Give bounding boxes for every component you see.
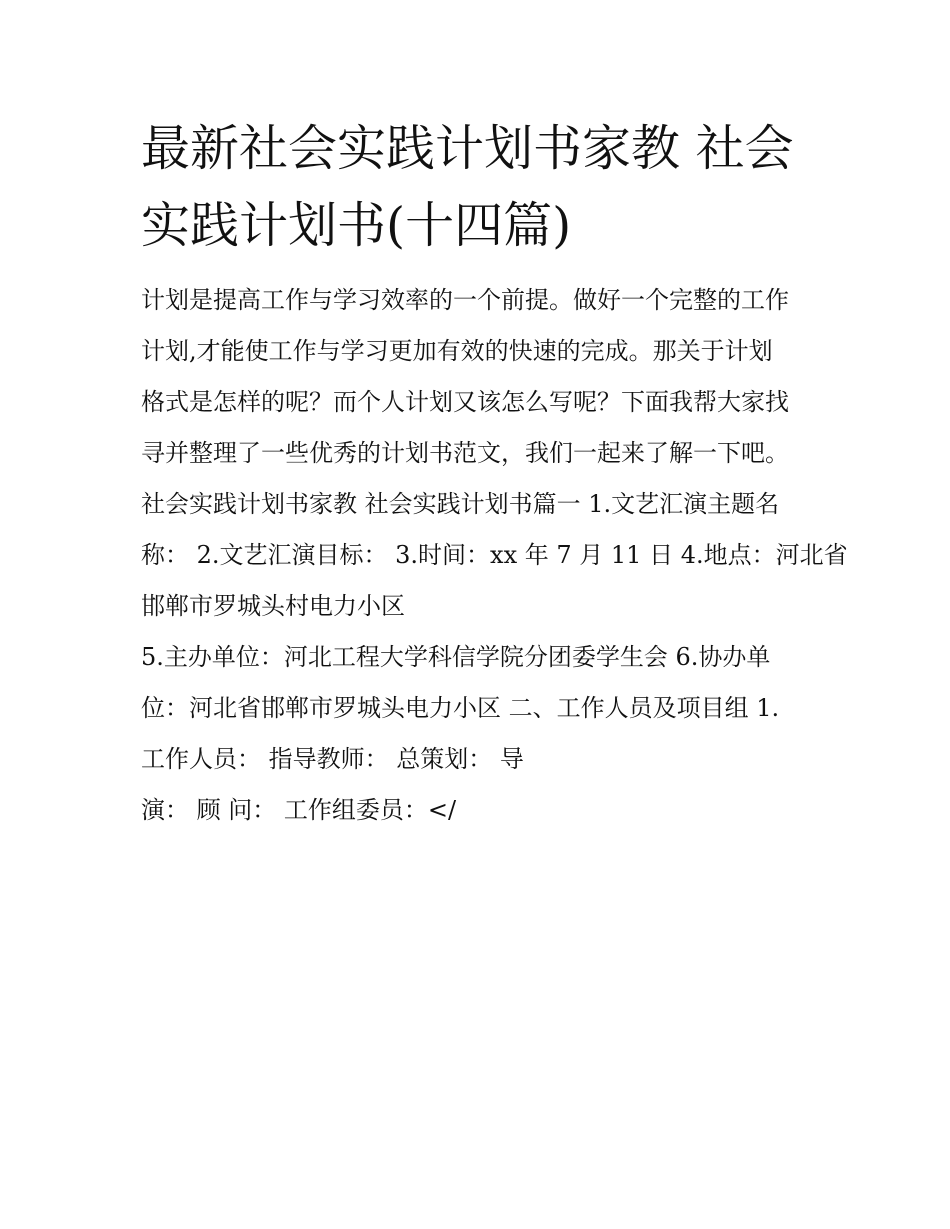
body-line: 计划是提高工作与学习效率的一个前提。做好一个完整的工作 — [141, 286, 789, 314]
body-line: 演： 顾 问： 工作组委员：</ — [141, 796, 457, 824]
body-line: 邯郸市罗城头村电力小区 — [141, 592, 405, 620]
title-line: 最新社会实践计划书家教 社会 — [141, 120, 794, 177]
body-line: 社会实践计划书家教 社会实践计划书篇一 1.文艺汇演主题名 — [141, 490, 780, 518]
body-line: 工作人员： 指导教师： 总策划： 导 — [141, 745, 524, 773]
body-line: 寻并整理了一些优秀的计划书范文，我们一起来了解一下吧。 — [141, 439, 789, 467]
body-line: 格式是怎样的呢？而个人计划又该怎么写呢？下面我帮大家找 — [141, 388, 789, 416]
body-line: 位：河北省邯郸市罗城头电力小区 二、工作人员及项目组 1. — [141, 694, 780, 722]
body-line: 计划,才能使工作与学习更加有效的快速的完成。那关于计划 — [141, 337, 773, 365]
title-line: 实践计划书(十四篇) — [141, 197, 572, 254]
body-line: 5.主办单位：河北工程大学科信学院分团委学生会 6.协办单 — [141, 643, 771, 671]
document-body — [141, 275, 848, 836]
document-title — [141, 110, 841, 264]
body-line: 称： 2.文艺汇演目标： 3.时间：xx 年 7 月 11 日 4.地点：河北省 — [141, 541, 848, 569]
